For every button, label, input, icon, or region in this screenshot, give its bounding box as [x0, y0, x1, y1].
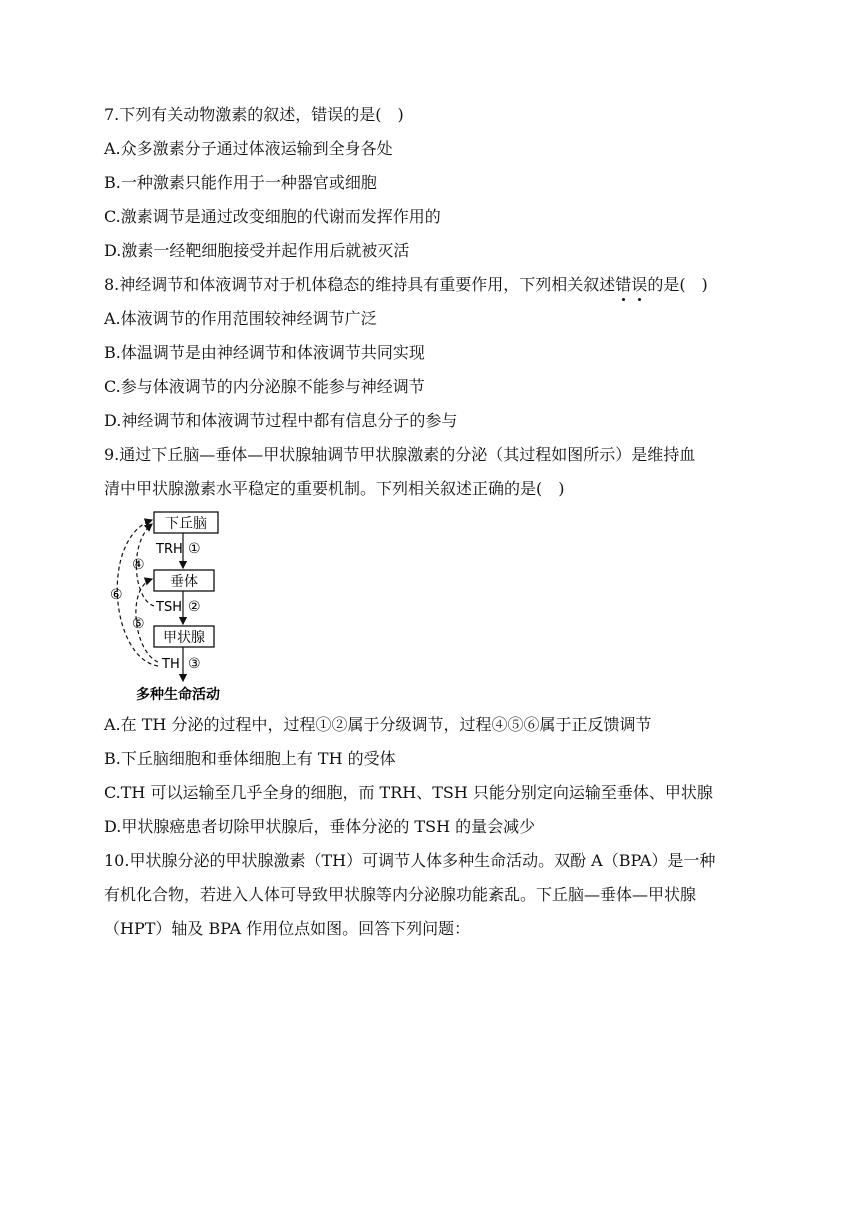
- q8-option-c: C.参与体液调节的内分泌腺不能参与神经调节: [104, 377, 425, 396]
- box-thyroid-label: 甲状腺: [163, 630, 205, 646]
- label-num-1: ①: [188, 541, 201, 557]
- q7-option-c: C.激素调节是通过改变细胞的代谢而发挥作用的: [104, 207, 441, 226]
- box-pituitary-label: 垂体: [170, 574, 198, 590]
- label-num-6: ⑥: [110, 587, 123, 603]
- arrow-feedback-6: [117, 520, 158, 666]
- q8-stem-text: 8.神经调节和体液调节对于机体稳态的维持具有重要作用，下列相关叙述: [104, 275, 616, 294]
- label-num-3: ③: [188, 656, 201, 672]
- q9-option-d: D.甲状腺癌患者切除甲状腺后，垂体分泌的 TSH 的量会减少: [104, 817, 536, 836]
- q8-emphasis-char-2: 误: [631, 275, 648, 294]
- hpt-axis-diagram: [104, 508, 254, 704]
- q7-option-b: B.一种激素只能作用于一种器官或细胞: [104, 173, 377, 192]
- q7-option-d: D.激素一经靶细胞接受并起作用后就被灭活: [104, 241, 410, 260]
- q8-option-b: B.体温调节是由神经调节和体液调节共同实现: [104, 343, 425, 362]
- label-life-activities: 多种生命活动: [136, 687, 220, 703]
- label-num-5: ⑤: [132, 616, 145, 632]
- q9-option-b: B.下丘脑细胞和垂体细胞上有 TH 的受体: [104, 749, 396, 768]
- q8-option-d: D.神经调节和体液调节过程中都有信息分子的参与: [104, 411, 458, 430]
- label-num-2: ②: [188, 599, 201, 615]
- q9-stem-line1: 9.通过下丘脑—垂体—甲状腺轴调节甲状腺激素的分泌（其过程如图所示）是维持血: [104, 445, 696, 464]
- q7-option-a: A.众多激素分子通过体液运输到全身各处: [104, 139, 393, 158]
- label-trh: TRH: [156, 542, 183, 557]
- q9-stem-line2: 清中甲状腺激素水平稳定的重要机制。下列相关叙述正确的是( ): [104, 479, 565, 498]
- q10-stem-line3: （HPT）轴及 BPA 作用位点如图。回答下列问题：: [104, 919, 471, 938]
- box-hypothalamus: [154, 512, 218, 533]
- q9-option-c: C.TH 可以运输至几乎全身的细胞，而 TRH、TSH 只能分别定向运输至垂体、甲状腺: [104, 783, 713, 802]
- box-pituitary: [154, 570, 214, 591]
- q9-option-a: A.在 TH 分泌的过程中，过程①②属于分级调节，过程④⑤⑥属于正反馈调节: [104, 715, 652, 734]
- q8-stem-end: 的是( ): [647, 275, 708, 294]
- box-hypothalamus-label: 下丘脑: [165, 516, 207, 532]
- q8-stem: [104, 274, 708, 296]
- label-tsh: TSH: [156, 600, 182, 615]
- label-th: TH: [162, 657, 180, 672]
- q8-option-a: A.体液调节的作用范围较神经调节广泛: [104, 309, 377, 328]
- q10-stem-line2: 有机化合物，若进入人体可导致甲状腺等内分泌腺功能紊乱。下丘脑—垂体—甲状腺: [104, 885, 697, 904]
- q10-stem-line1: 10.甲状腺分泌的甲状腺激素（TH）可调节人体多种生命活动。双酚 A（BPA）是一种: [104, 851, 716, 870]
- q8-emphasis-char-1: 错: [615, 275, 632, 294]
- label-num-4: ④: [132, 557, 145, 573]
- box-thyroid: [154, 626, 214, 647]
- q7-stem: 7.下列有关动物激素的叙述，错误的是( ): [104, 105, 404, 124]
